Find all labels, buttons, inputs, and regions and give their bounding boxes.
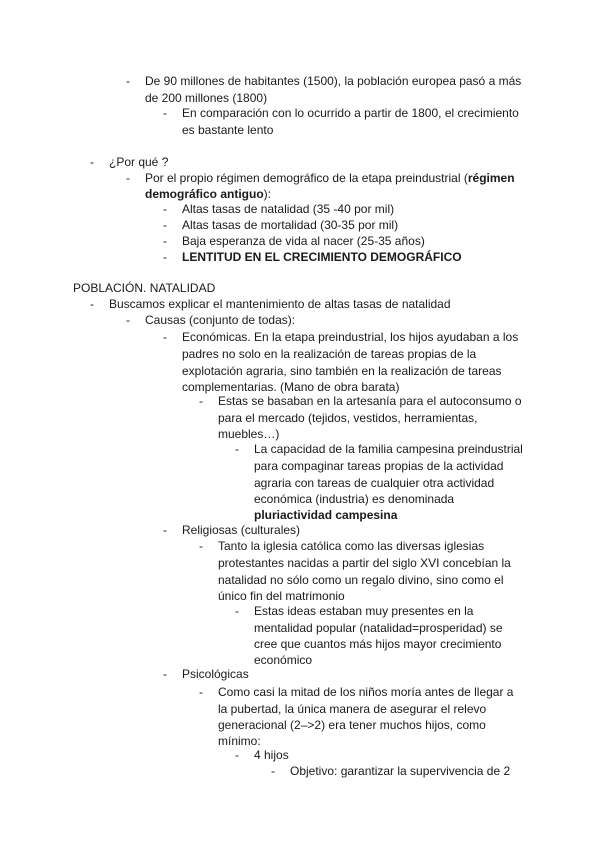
list-bullet: -: [90, 155, 94, 169]
list-bullet: -: [271, 764, 275, 778]
list-item-text: mínimo:: [218, 734, 261, 748]
list-item-text: LENTITUD EN EL CRECIMIENTO DEMOGRÁFICO: [182, 250, 462, 264]
list-item-text: natalidad no sólo como un regalo divino, sino como el: [218, 573, 504, 587]
list-bullet: -: [163, 250, 167, 264]
list-item-text: demográfico antiguo):: [145, 187, 272, 201]
list-item-text: La capacidad de la familia campesina preindustrial: [254, 442, 523, 456]
list-item-text: De 90 millones de habitantes (1500), la población europea pasó a más: [145, 74, 522, 88]
list-item-text: único fin del matrimonio: [218, 589, 345, 603]
list-bullet: -: [126, 74, 130, 88]
list-bullet: -: [199, 394, 203, 408]
list-bullet: -: [163, 523, 167, 537]
list-item-text: Tanto la iglesia católica como las diversas iglesias: [218, 539, 485, 553]
list-item-text: pluriactividad campesina: [254, 508, 398, 522]
list-item-text: Religiosas (culturales): [182, 523, 301, 537]
list-item-text: Baja esperanza de vida al nacer (25-35 años): [182, 234, 425, 248]
list-item-text: En comparación con lo ocurrido a partir de 1800, el crecimiento: [182, 106, 519, 120]
list-item-text: Causas (conjunto de todas):: [145, 313, 296, 327]
list-item-text: complementarias. (Mano de obra barata): [182, 380, 400, 394]
list-item-text: Por el propio régimen demográfico de la etapa preindustrial (régimen: [145, 171, 515, 185]
list-item-text: cree que cuantos más hijos mayor crecimiento: [254, 637, 502, 651]
list-bullet: -: [126, 171, 130, 185]
list-item-text: explotación agraria, sino también en la realización de tareas: [182, 364, 502, 378]
list-bullet: -: [199, 685, 203, 699]
list-item-text: económica (industria) es denominada: [254, 492, 455, 506]
list-bullet: -: [235, 604, 239, 618]
list-item-text: 4 hijos: [254, 748, 289, 762]
list-bullet: -: [163, 106, 167, 120]
list-bullet: -: [126, 313, 130, 327]
list-bullet: -: [235, 748, 239, 762]
list-item-text: protestantes nacidas a partir del siglo XVI concebían la: [218, 556, 511, 570]
list-item-text: de 200 millones (1800): [145, 91, 268, 105]
list-item-text: para compaginar tareas propias de la actividad: [254, 459, 504, 473]
list-item-text: agraria con tareas de cualquier otra actividad: [254, 476, 495, 490]
list-item-text: generacional (2–>2) era tener muchos hijos, como: [218, 718, 486, 732]
list-item-text: Objetivo: garantizar la supervivencia de 2: [290, 764, 511, 778]
list-item-text: mentalidad popular (natalidad=prosperidad) se: [254, 621, 503, 635]
list-bullet: -: [163, 234, 167, 248]
list-item-text: ¿Por qué ?: [109, 155, 169, 169]
list-bullet: -: [163, 202, 167, 216]
list-bullet: -: [90, 297, 94, 311]
list-bullet: -: [163, 667, 167, 681]
list-bullet: -: [163, 218, 167, 232]
list-bullet: -: [199, 539, 203, 553]
list-item-text: Estas ideas estaban muy presentes en la: [254, 604, 474, 618]
list-bullet: -: [163, 330, 167, 344]
list-item-text: económico: [254, 653, 313, 667]
list-item-text: padres no solo en la realización de tareas propias de la: [182, 347, 477, 361]
list-item-text: la pubertad, la única manera de asegurar el relevo: [218, 702, 487, 716]
list-item-text: Altas tasas de mortalidad (30-35 por mil): [182, 218, 399, 232]
list-item-text: para el mercado (tejidos, vestidos, herramientas,: [218, 411, 478, 425]
list-item-text: Altas tasas de natalidad (35 -40 por mil): [182, 202, 395, 216]
list-item-text: muebles…): [218, 427, 280, 441]
list-item-text: Como casi la mitad de los niños moría antes de llegar a: [218, 685, 514, 699]
list-item-text: Psicológicas: [182, 667, 249, 681]
section-heading: POBLACIÓN. NATALIDAD: [73, 281, 216, 295]
list-item-text: es bastante lento: [182, 123, 274, 137]
list-item-text: Económicas. En la etapa preindustrial, los hijos ayudaban a los: [182, 330, 519, 344]
list-item-text: Buscamos explicar el mantenimiento de altas tasas de natalidad: [109, 297, 451, 311]
list-bullet: -: [235, 442, 239, 456]
list-item-text: Estas se basaban en la artesanía para el autoconsumo o: [218, 394, 522, 408]
